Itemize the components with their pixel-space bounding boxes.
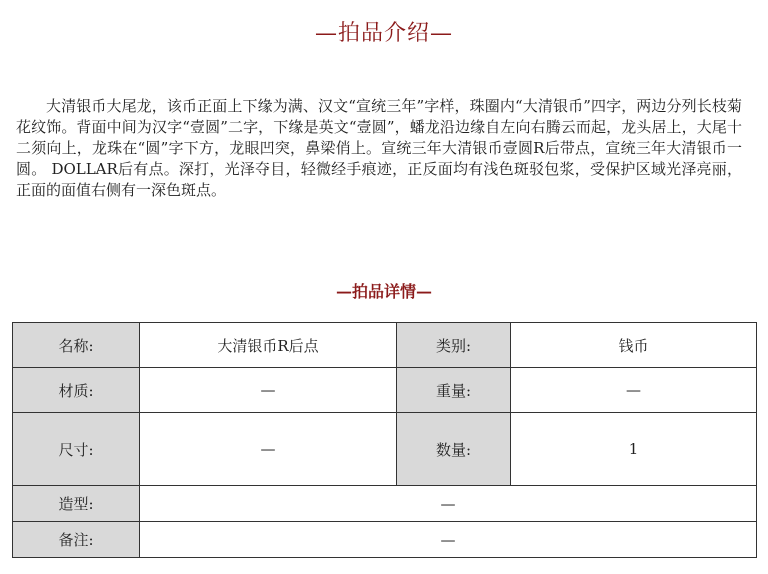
note-value: — (140, 522, 757, 558)
quantity-value: 1 (511, 413, 757, 486)
table-row (13, 486, 757, 522)
section-title-intro: —拍品介绍— (314, 21, 453, 46)
name-value: 大清银币R后点 (140, 323, 397, 368)
material-value: — (140, 368, 397, 413)
table-row (13, 368, 757, 413)
note-label: 备注: (13, 522, 140, 558)
lot-details-table (12, 322, 757, 558)
weight-label: 重量: (397, 368, 511, 413)
weight-value: — (511, 368, 757, 413)
material-label: 材质: (13, 368, 140, 413)
size-value: — (140, 413, 397, 486)
table-row (13, 323, 757, 368)
table-row (13, 413, 757, 486)
category-value: 钱币 (511, 323, 757, 368)
category-label: 类别: (397, 323, 511, 368)
section-title-details: —拍品详情— (335, 282, 432, 301)
table-row (13, 522, 757, 558)
shape-label: 造型: (13, 486, 140, 522)
lot-description: 大清银币大尾龙，该币正面上下缘为满、汉文“宣统三年”字样，珠圈内“大清银币”四字，两边分列长枝菊花纹饰。背面中间为汉字“壹圆”二字，下缘是英文“壹圆”，蟠龙沿边缘自左向右腾云而起，龙头居上，大尾十二须向上，龙珠在“圆”字下方，龙眼凹突，鼻梁俏上。宣统三年大清银币壹圆R后带点，宣统三年大清银币一圆。 DOLLAR后有点。深打，光泽夺目，轻微经手痕迹，正反面均有浅色斑驳包浆，受保护区域光泽亮丽，正面的面值右侧有一深色斑点。 (16, 97, 742, 199)
quantity-label: 数量: (397, 413, 511, 486)
name-label: 名称: (13, 323, 140, 368)
size-label: 尺寸: (13, 413, 140, 486)
shape-value: — (140, 486, 757, 522)
